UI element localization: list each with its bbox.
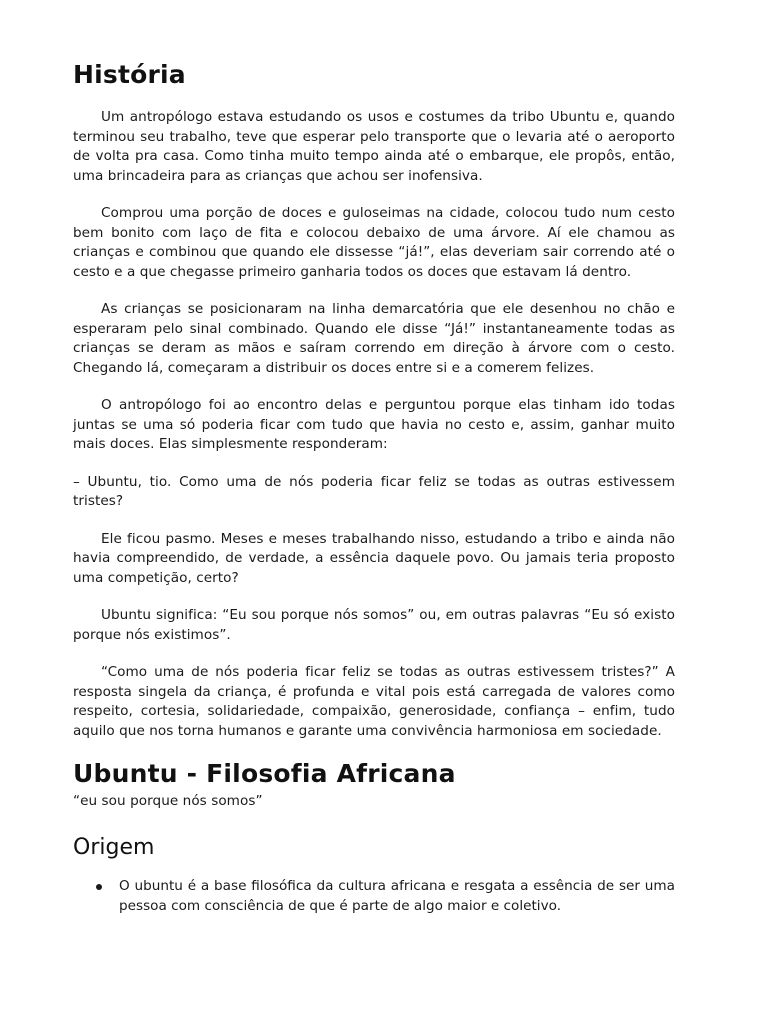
story-paragraph-7: Ubuntu significa: “Eu sou porque nós somos” ou, em outras palavras “Eu só existo porque nós existimos”. [73,607,675,643]
story-paragraph-1: Um antropólogo estava estudando os usos e costumes da tribo Ubuntu e, quando terminou seu trabalho, teve que esperar pelo transporte que o levaria até o aeroporto de volta pra casa. Como tinha muito tempo ainda até o embarque, ele propôs, então, uma brincadeira para as crianças que achou ser inofensiva. [73,109,675,184]
origem-bullet-item [73,877,675,916]
story-paragraph-6: Ele ficou pasmo. Meses e meses trabalhando nisso, estudando a tribo e ainda não havia compreendido, de verdade, a essência daquele povo. Ou jamais teria proposto uma competição, certo? [73,530,675,586]
story-paragraph-2: Comprou uma porção de doces e guloseimas na cidade, colocou tudo num cesto bem bonito com laço de fita e colocou debaixo de uma árvore. Aí ele chamou as crianças e combinou que quando ele dissesse “já!”, elas deveriam sair correndo até o cesto e a que chegasse primeiro ganharia todos os doces que estavam lá dentro. [73,205,675,280]
document-content [73,58,675,916]
ubuntu-subtitle: “eu sou porque nós somos” [73,793,263,809]
bullet-dot-icon [96,884,102,890]
origem-bullet-list [73,877,675,916]
origem-bullet-text: O ubuntu é a base filosófica da cultura africana e resgata a essência de ser uma pessoa com consciência de que é parte de algo maior e coletivo. [119,878,675,914]
story-paragraph-8: “Como uma de nós poderia ficar feliz se todas as outras estivessem tristes?” A resposta singela da criança, é profunda e vital pois está carregada de valores como respeito, cortesia, solidariedade, compaixão, generosidade, confiança – enfim, tudo aquilo que nos torna humanos e garante uma convivência harmoniosa em sociedade. [73,664,675,739]
heading-origem: Origem [73,835,155,860]
heading-historia: História [73,60,186,89]
story-dialogue: – Ubuntu, tio. Como uma de nós poderia ficar feliz se todas as outras estivessem tristes? [73,473,675,509]
story-paragraph-3: As crianças se posicionaram na linha demarcatória que ele desenhou no chão e esperaram pelo sinal combinado. Quando ele disse “Já!” instantaneamente todas as crianças se deram as mãos e saíram correndo em direção à árvore com o cesto. Chegando lá, começaram a distribuir os doces entre si e a comerem felizes. [73,301,675,376]
heading-ubuntu-filosofia: Ubuntu - Filosofia Africana [73,759,456,788]
story-paragraph-4: O antropólogo foi ao encontro delas e perguntou porque elas tinham ido todas juntas se uma só poderia ficar com tudo que havia no cesto e, assim, ganhar muito mais doces. Elas simplesmente responderam: [73,397,675,452]
